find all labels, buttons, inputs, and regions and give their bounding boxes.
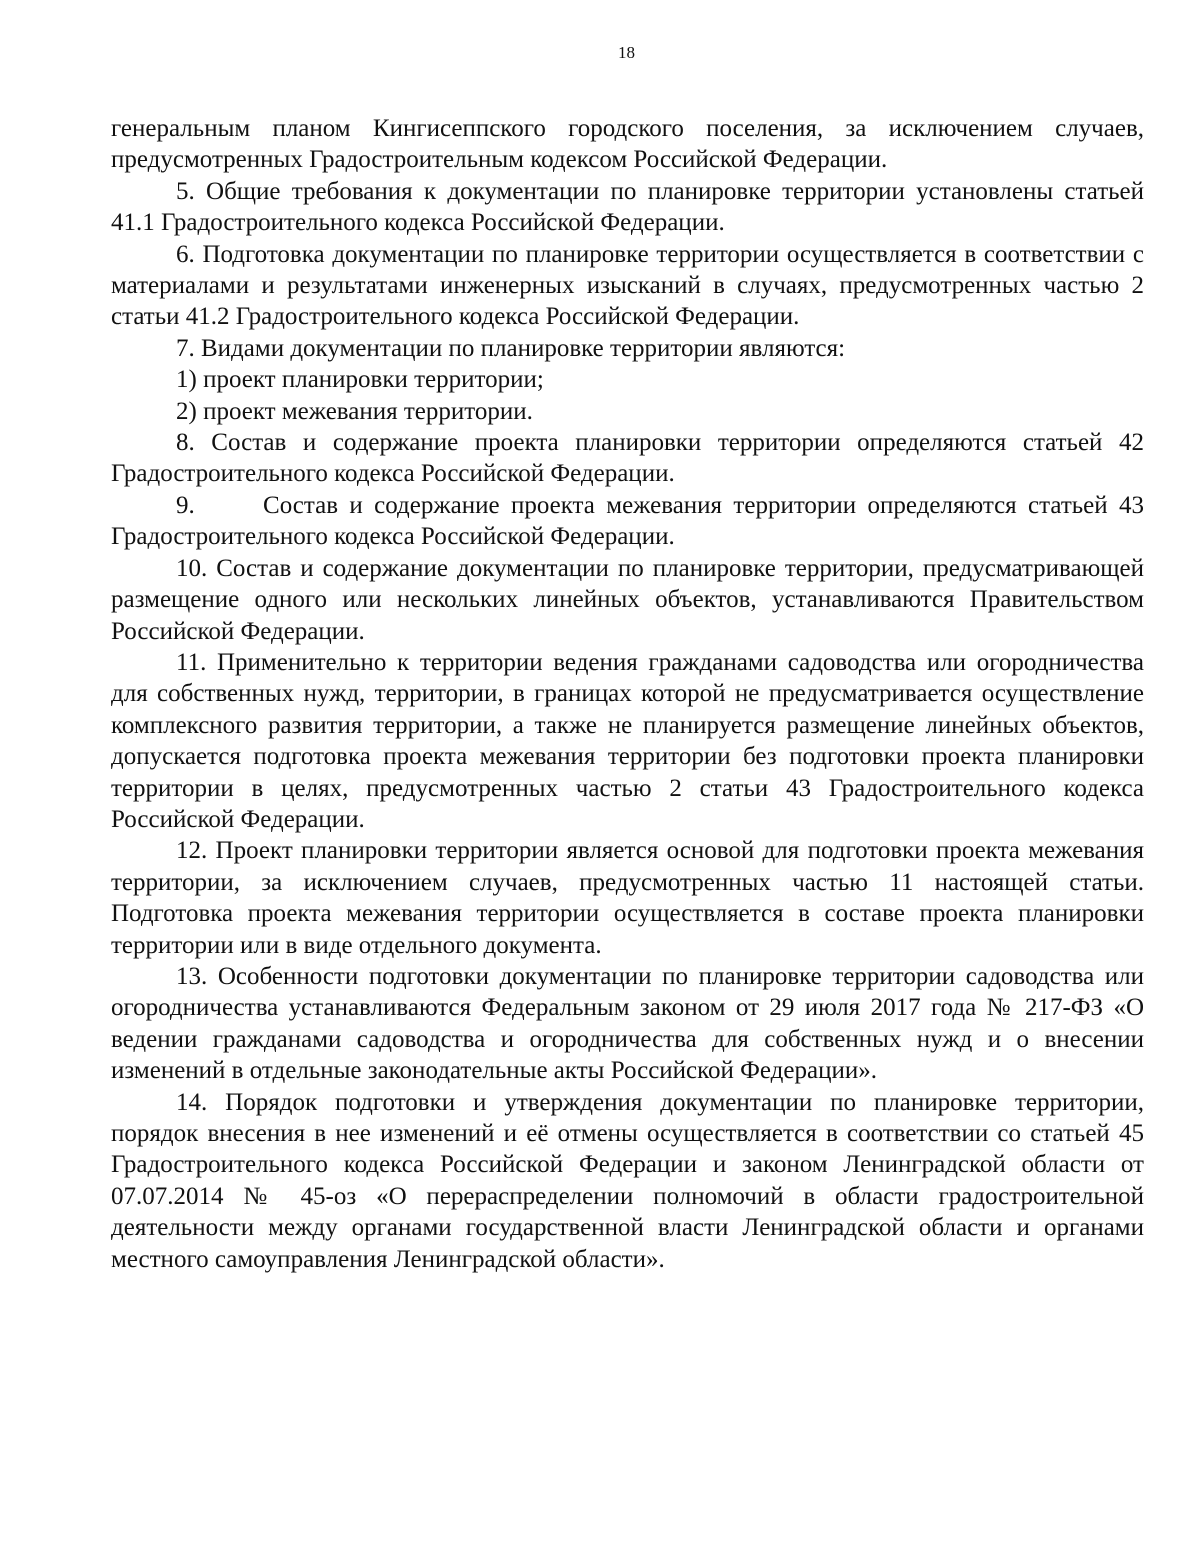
paragraph-continuation: генеральным планом Кингисеппского городского поселения, за исключением случаев, предусмотренных Градостроительным кодексом Российской Федерации. <box>111 115 1144 174</box>
paragraph-item-5: 5. Общие требования к документации по планировке территории установлены статьей 41.1 Градостроительного кодекса Российской Федерации. <box>111 177 1144 237</box>
paragraph-item-13: 13. Особенности подготовки документации по планировке территории садоводства или огородничества устанавливаются Федеральным законом от 29 июля 2017 года № 217-ФЗ «О ведении гражданами садоводства и огородничества для собственных нужд и о внесении изменений в отдельные законодательные акты Российской Федерации». <box>111 962 1144 1085</box>
paragraph-item-7: 7. Видами документации по планировке территории являются: <box>176 334 846 362</box>
paragraph-item-6: 6. Подготовка документации по планировке территории осуществляется в соответствии с материалами и результатами инженерных изысканий в случаях, предусмотренных частью 2 статьи 41.2 Градостроительного кодекса Российской Федерации. <box>111 240 1144 331</box>
paragraph-item-12: 12. Проект планировки территории является основой для подготовки проекта межевания территории, за исключением случаев, предусмотренных частью 11 настоящей статьи. Подготовка проекта межевания территории осуществляется в составе проекта планировки территории или в виде отдельного документа. <box>111 837 1144 959</box>
paragraph-item-9: 9. Состав и содержание проекта межевания территории определяются статьей 43 Градостроительного кодекса Российской Федерации. <box>111 491 1151 551</box>
document-body <box>111 113 1151 1275</box>
list-item-planning-project: 1) проект планировки территории; <box>176 366 544 394</box>
paragraph-item-8: 8. Состав и содержание проекта планировки территории определяются статьей 42 Градостроительного кодекса Российской Федерации. <box>111 429 1144 488</box>
list-item-surveying-project: 2) проект межевания территории. <box>176 397 533 425</box>
paragraph-item-10: 10. Состав и содержание документации по планировке территории, предусматривающей размещение одного или нескольких линейных объектов, устанавливаются Правительством Российской Федерации. <box>111 554 1144 645</box>
paragraph-item-11: 11. Применительно к территории ведения гражданами садоводства или огородничества для собственных нужд, территории, в границах которой не предусматривается осуществление комплексного развития территории, а также не планируется размещение линейных объектов, допускается подготовка проекта межевания территории без подготовки проекта планировки территории в целях, предусмотренных частью 2 статьи 43 Градостроительного кодекса Российской Федерации. <box>111 648 1144 833</box>
page-number: 18 <box>618 43 635 62</box>
paragraph-item-14: 14. Порядок подготовки и утверждения документации по планировке территории, порядок внесения в нее изменений и её отмены осуществляется в соответствии со статьей 45 Градостроительного кодекса Российской Федерации и законом Ленинградской области от 07.07.2014 № 45-оз «О перераспределении полномочий в области градостроительной деятельности между органами государственной власти Ленинградской области и органами местного самоуправления Ленинградской области». <box>111 1088 1144 1273</box>
